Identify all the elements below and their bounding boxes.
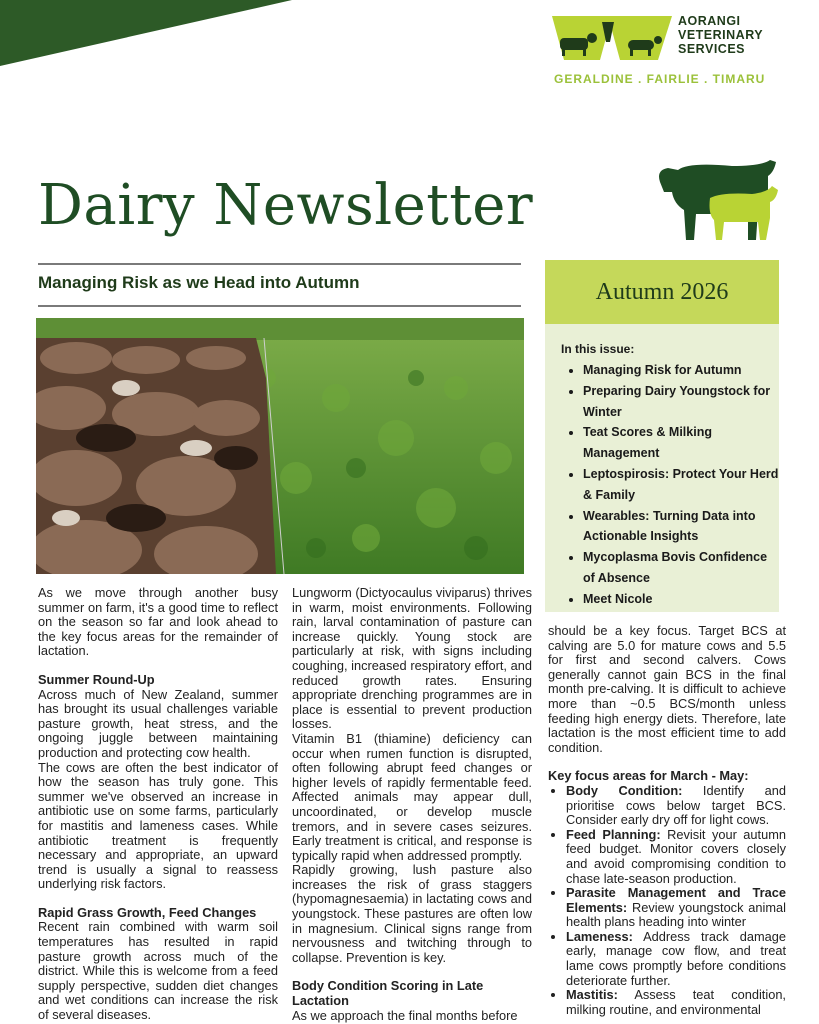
section-heading: Body Condition Scoring in Late Lactation: [292, 978, 484, 1009]
focus-label: Parasite Management and Trace Elements:: [566, 885, 786, 915]
article-subtitle: Managing Risk as we Head into Autumn: [38, 273, 360, 292]
section-heading: Summer Round-Up: [38, 671, 155, 687]
issue-item: • Wearables: Turning Data into Actionable Insights: [583, 506, 779, 548]
focus-item: [566, 784, 786, 828]
divider: [38, 263, 521, 265]
issue-heading: In this issue:: [561, 342, 635, 356]
brand-name-line: SERVICES: [678, 42, 745, 56]
focus-list: [548, 784, 786, 1018]
focus-label: Body Condition:: [566, 782, 683, 798]
focus-label: Lameness:: [566, 928, 633, 944]
article-column-3: [548, 624, 786, 1017]
logo-mark-icon: [550, 12, 674, 64]
corner-decoration: [0, 0, 300, 70]
article-column-2: [292, 586, 532, 1023]
focus-text: Assess teat condition, milking routine, and environmental: [566, 987, 786, 1017]
paragraph: should be a key focus. Target BCS at calving are 5.0 for mature cows and 5.5 for first and second calvers. Cows generally cannot gain BCS in the final month pre-calving. It is difficult to achieve more than ~0.5 BCS/month unless feeding high energy diets. Therefore, late lactation is the most efficient time to add condition.: [548, 623, 786, 755]
focus-item: [566, 988, 786, 1017]
season-banner: Autumn 2026: [545, 260, 779, 324]
paragraph: Across much of New Zealand, summer has brought its usual challenges variable pasture growth, heat stress, and the ongoing juggle between maintaining production and protecting cow health.: [38, 686, 278, 760]
paragraph: Vitamin B1 (thiamine) deficiency can occur when rumen function is disrupted, often following abrupt feed changes or higher levels of rapidly fermentable feed. Affected animals may appear dull, uncoordinated, or develop muscle tremors, and in severe cases seizures. Early treatment is critical, and response is typically rapid when addressed promptly.: [292, 730, 532, 863]
issue-list: [545, 360, 779, 610]
brand-name: [678, 14, 763, 56]
paragraph: Lungworm (Dictyocaulus viviparus) thrives in warm, moist environments. Following rain, larval contamination of pasture can increase quickly. Young stock are particularly at risk, with signs including coughing, increased respiratory effort, and reduced growth rates. Ensuring appropriate drenching programmes are in place is essential to prevent production losses.: [292, 585, 532, 732]
paragraph: The cows are often the best indicator of how the season has truly gone. This summer we've observed an increase in antibiotic use on some farms, particularly for mastitis and lameness cases. While antibiotic treatment is frequently necessary and appropriate, an upward trend is usually a signal to reassess underlying risk factors.: [38, 759, 278, 892]
focus-label: Mastitis:: [566, 987, 618, 1003]
issue-item: • Meet Nicole: [583, 589, 779, 610]
brand-name-line: AORANGI: [678, 14, 741, 28]
paragraph: Rapidly growing, lush pasture also increases the risk of grass staggers (hypomagnesaemia) in lactating cows and youngstock. These pastures are often low in magnesium. Clinical signs range from nervousness and twitching through to collapse. Prevention is key.: [292, 862, 532, 965]
divider: [38, 305, 521, 307]
issue-item: • Managing Risk for Autumn: [583, 360, 779, 381]
brand-locations: GERALDINE . FAIRLIE . TIMARU: [554, 72, 766, 86]
paragraph: As we move through another busy summer on farm, it's a good time to reflect on the season so far and look ahead to the key focus areas for the remainder of lactation.: [38, 585, 278, 659]
issue-item: • Mycoplasma Bovis Confidence of Absence: [583, 547, 779, 589]
focus-label: Feed Planning:: [566, 826, 661, 842]
article-column-1: [38, 586, 278, 1023]
focus-text: Review youngstock animal health plans heading into winter: [566, 899, 786, 930]
issue-sidebar: [545, 260, 779, 612]
focus-text: Address track damage early, manage cow flow, and treat lame cows promptly before conditions deteriorate further.: [566, 928, 786, 988]
issue-item: • Leptospirosis: Protect Your Herd & Family: [583, 464, 779, 506]
paragraph: As we approach the final months before: [292, 1007, 518, 1023]
brand-logo: [550, 12, 790, 92]
hero-photo: [36, 318, 524, 574]
paragraph: Recent rain combined with warm soil temperatures has resulted in rapid pasture growth across much of the district. While this is welcome from a feed supply perspective, sudden diet changes and wet conditions can increase the risk of several diseases.: [38, 919, 278, 1023]
page-title: Dairy Newsletter: [38, 173, 534, 238]
section-heading: Key focus areas for March - May:: [548, 768, 749, 784]
focus-item: [566, 930, 786, 988]
focus-item: [566, 886, 786, 930]
focus-item: [566, 828, 786, 886]
focus-text: Identify and prioritise cows below target BCS. Consider early dry off for light cows.: [566, 782, 787, 828]
section-heading: Rapid Grass Growth, Feed Changes: [38, 904, 257, 920]
brand-name-line: VETERINARY: [678, 28, 764, 42]
focus-text: Revisit your autumn feed budget. Monitor covers closely and avoid compromising condition to chase late-season production.: [566, 826, 786, 886]
issue-item: • Preparing Dairy Youngstock for Winter: [583, 381, 779, 423]
issue-item: • Teat Scores & Milking Management: [583, 422, 779, 464]
cows-icon: [652, 152, 782, 247]
